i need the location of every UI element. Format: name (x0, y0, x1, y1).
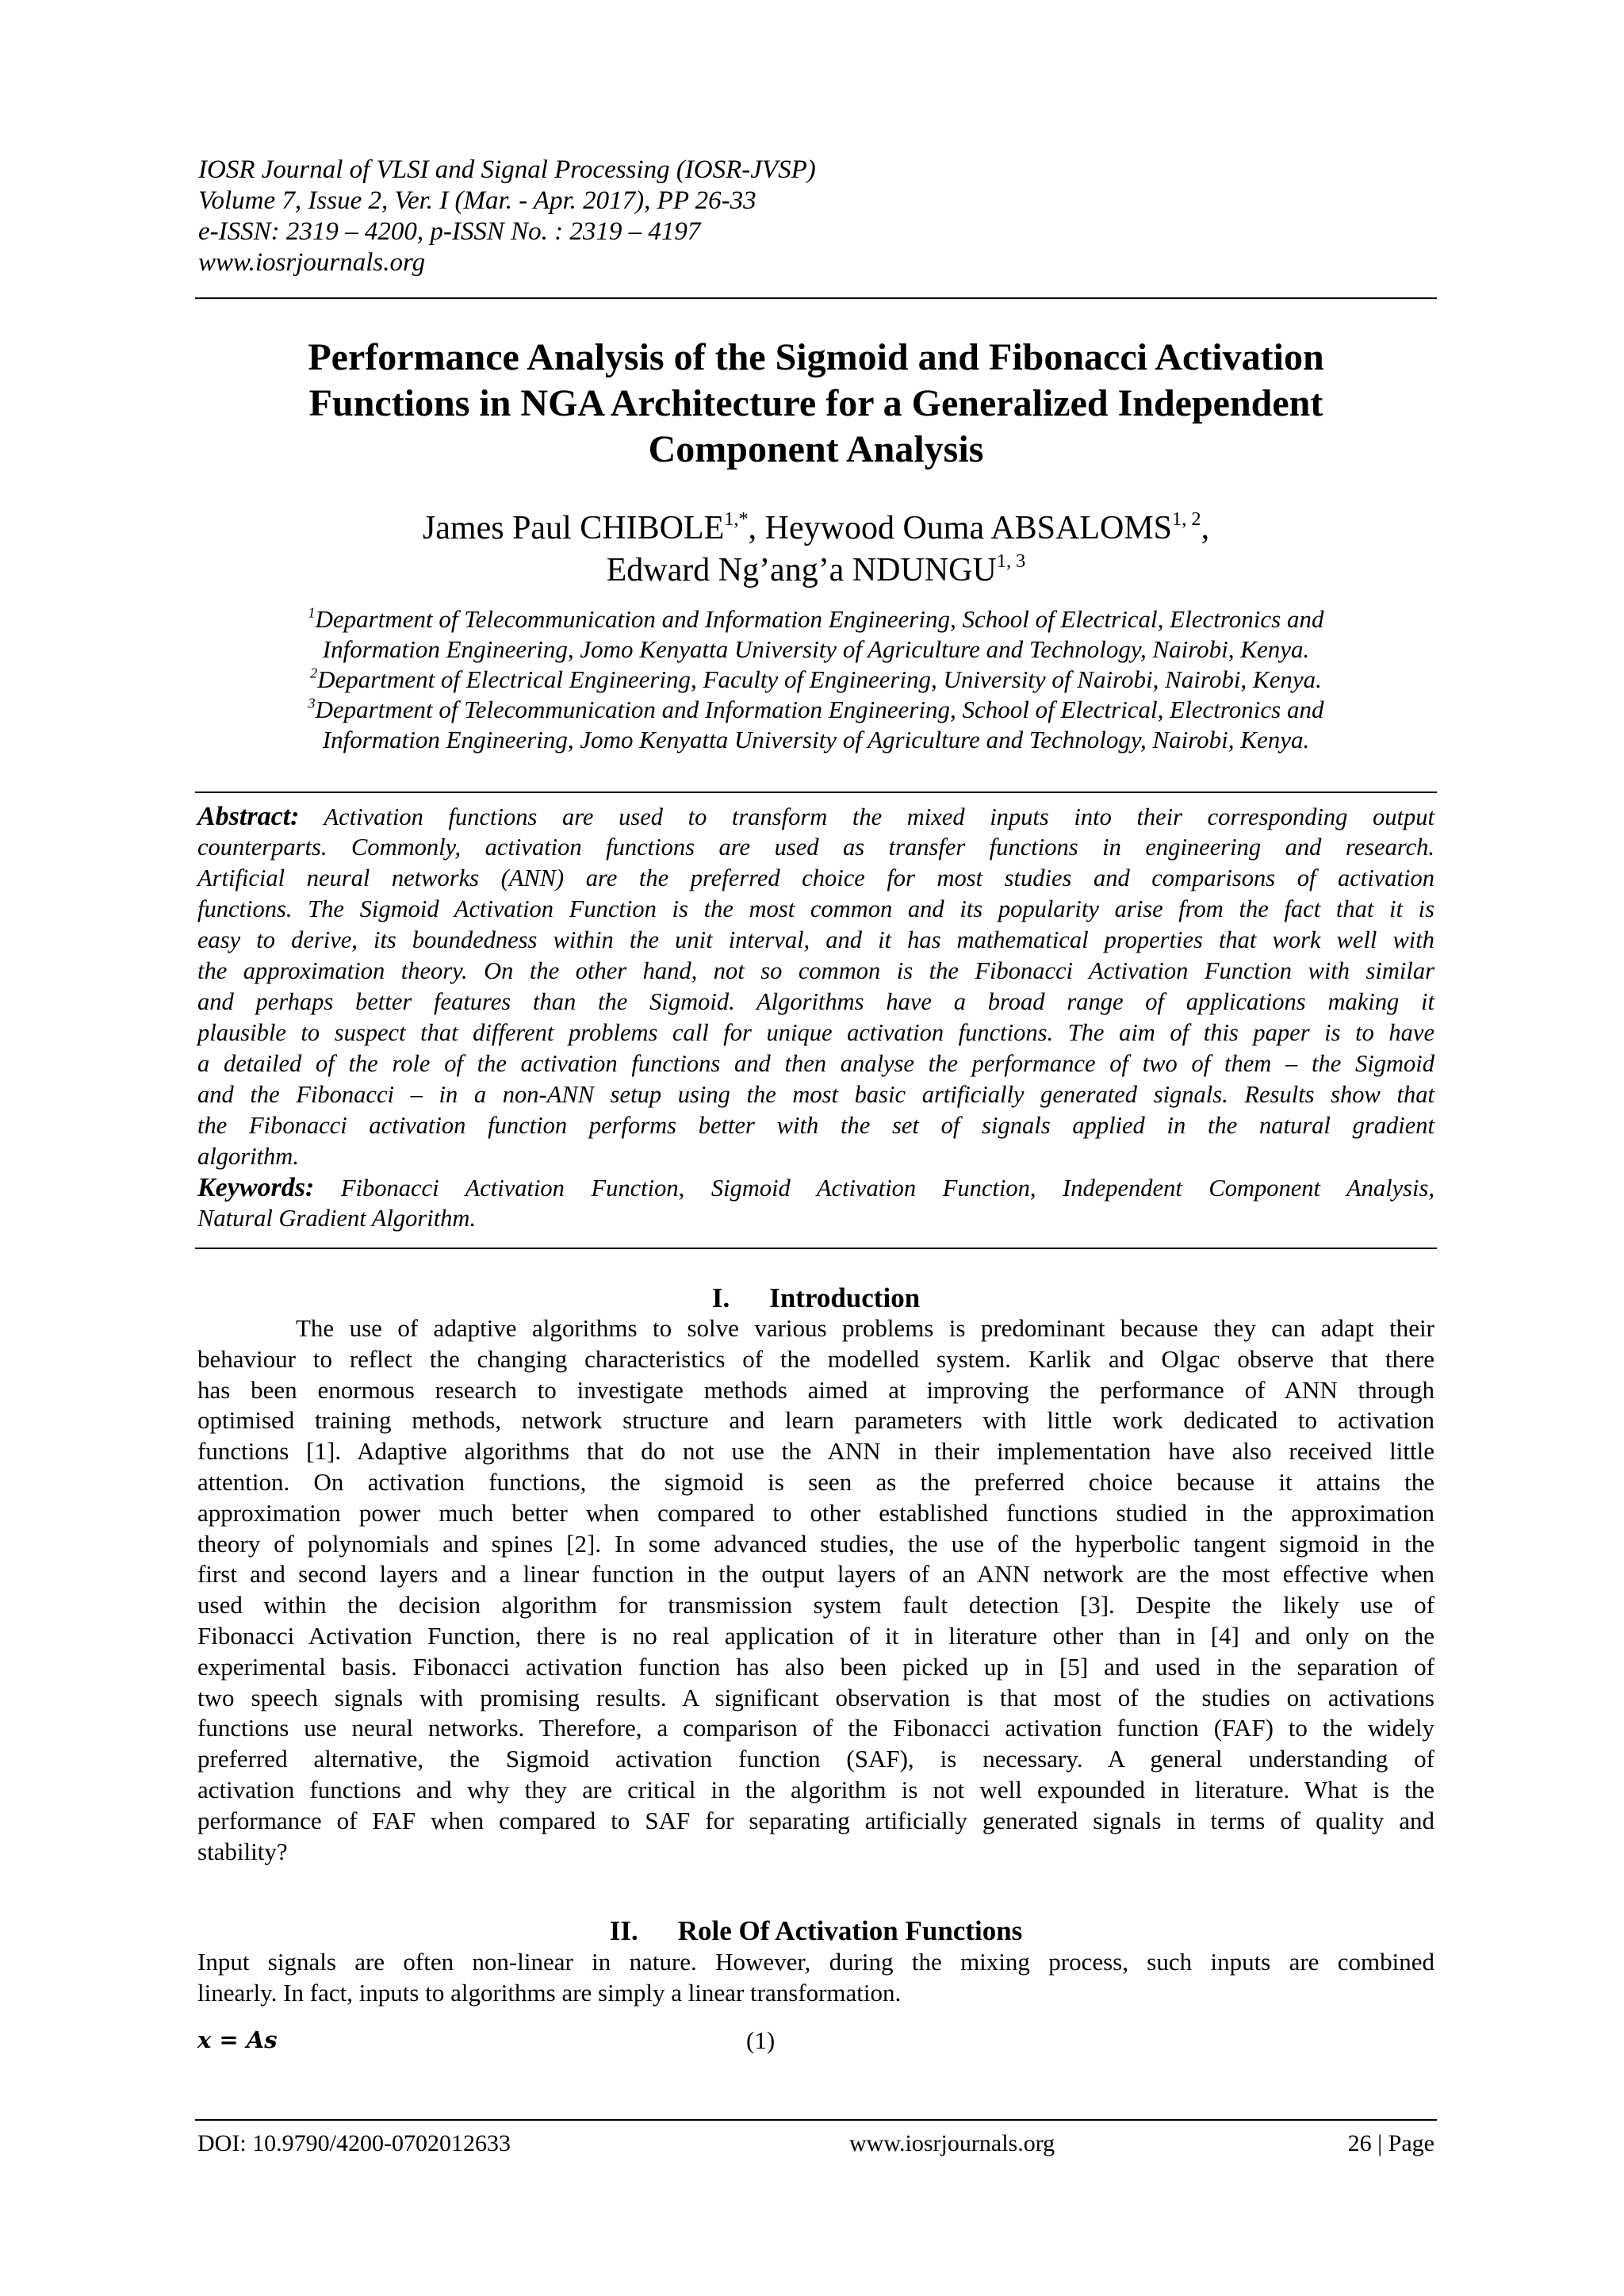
affiliation-text: Department of Telecommunication and Information Engineering, School of Electrical, Electronics and (315, 696, 1324, 723)
author-affil-mark: 1, 2 (1172, 508, 1201, 530)
body-line: first and second layers and a linear function in the output layers of an ANN network are the most effective when (197, 1560, 1434, 1589)
paper-title (195, 335, 1437, 473)
journal-header (198, 155, 1435, 278)
affiliations (195, 604, 1437, 755)
body-line: attention. On activation functions, the sigmoid is seen as the preferred choice because it attains the (197, 1467, 1434, 1496)
abstract-text: Activation functions are used to transform the mixed inputs into their corresponding output (324, 803, 1434, 830)
introduction-body (197, 1313, 1434, 1867)
affiliation-1-line-2: Information Engineering, Jomo Kenyatta University of Agriculture and Technology, Nairobi, Kenya. (322, 635, 1310, 663)
title-line-1: Performance Analysis of the Sigmoid and Fibonacci Activation (308, 336, 1324, 378)
body-line: approximation power much better when compared to other established functions studied in the approximation (197, 1498, 1434, 1527)
section-number: II. (609, 1915, 638, 1946)
abstract-line: and perhaps better features than the Sigmoid. Algorithms have a broad range of applications making it (197, 988, 1434, 1015)
body-line: has been enormous research to investigate methods aimed at improving the performance of ANN through (197, 1375, 1434, 1404)
header-rule (195, 297, 1437, 299)
abstract-line: the Fibonacci activation function performs better with the set of signals applied in the natural gradient (197, 1112, 1434, 1139)
keywords-label: Keywords: (197, 1173, 315, 1202)
abstract-line: algorithm. (197, 1143, 299, 1170)
section-number: I. (711, 1282, 730, 1313)
body-line: activation functions and why they are critical in the algorithm is not well expounded in literature. What is the (197, 1775, 1434, 1803)
title-line-2: Functions in NGA Architecture for a Generalized Independent (308, 382, 1323, 424)
abstract-line: easy to derive, its boundedness within the unit interval, and it has mathematical properties that work well with (197, 926, 1434, 953)
body-line: The use of adaptive algorithms to solve various problems is predominant because they can adapt their (296, 1314, 1434, 1342)
author-line-2 (195, 550, 1437, 592)
section-2-body (197, 1947, 1434, 2009)
body-line: Fibonacci Activation Function, there is no real application of it in literature other than in [4] and only on the (197, 1621, 1434, 1650)
keywords-line: Natural Gradient Algorithm. (197, 1205, 477, 1232)
body-line: behaviour to reflect the changing characteristics of the modelled system. Karlik and Olgac observe that there (197, 1344, 1434, 1373)
body-line: functions [1]. Adaptive algorithms that do not use the ANN in their implementation have also received little (197, 1437, 1434, 1466)
journal-volume: Volume 7, Issue 2, Ver. I (Mar. - Apr. 2017), PP 26-33 (198, 186, 756, 215)
equation-expression: 𝒙 = 𝑨𝒔 (197, 2026, 278, 2053)
abstract-line: Artificial neural networks (ANN) are the preferred choice for most studies and comparisons of activation (197, 864, 1434, 891)
author-list (195, 508, 1437, 592)
journal-website: www.iosrjournals.org (198, 248, 426, 277)
abstract-line: plausible to suspect that different problems call for unique activation functions. The aim of this paper is to have (197, 1019, 1434, 1046)
journal-name: IOSR Journal of VLSI and Signal Processing (IOSR-JVSP) (198, 155, 816, 184)
section-title: Introduction (769, 1282, 921, 1313)
abstract-bottom-rule (195, 1248, 1437, 1249)
author-name: , Heywood Ouma ABSALOMS (748, 510, 1173, 546)
body-line: two speech signals with promising results. A significant observation is that most of the studies on activations (197, 1683, 1434, 1711)
abstract-line: the approximation theory. On the other hand, not so common is the Fibonacci Activation Function with similar (197, 957, 1434, 984)
body-line: optimised training methods, network structure and learn parameters with little work dedicated to activation (197, 1406, 1434, 1435)
section-title: Role Of Activation Functions (677, 1915, 1023, 1946)
affiliation-mark: 2 (310, 665, 318, 681)
affiliation-3-line-1 (195, 695, 1437, 725)
body-line: stability? (197, 1837, 288, 1865)
affiliation-text: Department of Telecommunication and Information Engineering, School of Electrical, Electronics and (315, 605, 1324, 633)
page-footer (197, 2129, 1434, 2158)
affiliation-mark: 1 (308, 604, 316, 621)
affiliation-mark: 3 (308, 695, 316, 711)
keywords-text: Fibonacci Activation Function, Sigmoid Activation Function, Independent Component Analysis, (340, 1175, 1434, 1202)
author-name: Edward Ng’ang’a NDUNGU (606, 552, 997, 588)
equation-1 (197, 2026, 1434, 2058)
abstract-label: Abstract: (197, 802, 300, 831)
journal-issn: e-ISSN: 2319 – 4200, p-ISSN No. : 2319 – 4197 (198, 217, 701, 246)
body-line: performance of FAF when compared to SAF for separating artificially generated signals in terms of quality and (197, 1806, 1434, 1834)
abstract-line: a detailed of the role of the activation functions and then analyse the performance of two of them – the Sigmoid (197, 1050, 1434, 1077)
footer-doi: DOI: 10.9790/4200-0702012633 (197, 2130, 511, 2156)
body-line: linearly. In fact, inputs to algorithms are simply a linear transformation. (197, 1978, 902, 2007)
author-separator: , (1201, 510, 1210, 546)
body-line: experimental basis. Fibonacci activation function has also been picked up in [5] and used in the separation of (197, 1652, 1434, 1681)
section-heading-introduction (195, 1282, 1437, 1314)
affiliation-1-line-1 (195, 604, 1437, 634)
abstract-line: functions. The Sigmoid Activation Function is the most common and its popularity arise from the fact that it is (197, 895, 1434, 922)
abstract-line: counterparts. Commonly, activation functions are used as transfer functions in engineering and research. (197, 834, 1434, 861)
body-line: functions use neural networks. Therefore, a comparison of the Fibonacci activation function (FAF) to the widely (197, 1714, 1434, 1742)
footer-page-number: 26 | Page (1347, 2130, 1434, 2156)
section-heading-role-of-activation-functions (195, 1915, 1437, 1947)
author-affil-mark: 1, 3 (996, 550, 1026, 572)
title-line-3: Component Analysis (648, 428, 984, 470)
abstract (197, 801, 1434, 1234)
affiliation-text: Department of Electrical Engineering, Faculty of Engineering, University of Nairobi, Nairobi, Kenya. (317, 665, 1322, 693)
body-line: preferred alternative, the Sigmoid activation function (SAF), is necessary. A general understanding of (197, 1745, 1434, 1773)
body-line: theory of polynomials and spines [2]. In some advanced studies, the use of the hyperbolic tangent sigmoid in the (197, 1529, 1434, 1558)
abstract-top-rule (195, 792, 1437, 793)
author-affil-mark: 1,* (724, 508, 749, 530)
abstract-line: and the Fibonacci – in a non-ANN setup using the most basic artificially generated signals. Results show that (197, 1081, 1434, 1108)
equation-number: (1) (746, 2026, 776, 2054)
abstract-line (197, 801, 1434, 832)
keywords-line (197, 1172, 1434, 1203)
body-line: used within the decision algorithm for transmission system fault detection [3]. Despite the likely use of (197, 1591, 1434, 1619)
body-line: Input signals are often non-linear in nature. However, during the mixing process, such inputs are combined (197, 1948, 1434, 1976)
author-name: James Paul CHIBOLE (422, 510, 725, 546)
author-line-1 (195, 508, 1437, 550)
affiliation-3-line-2: Information Engineering, Jomo Kenyatta University of Agriculture and Technology, Nairobi, Kenya. (322, 726, 1310, 753)
affiliation-2-line-1 (195, 665, 1437, 695)
footer-rule (195, 2119, 1437, 2121)
footer-website: www.iosrjournals.org (849, 2130, 1055, 2156)
